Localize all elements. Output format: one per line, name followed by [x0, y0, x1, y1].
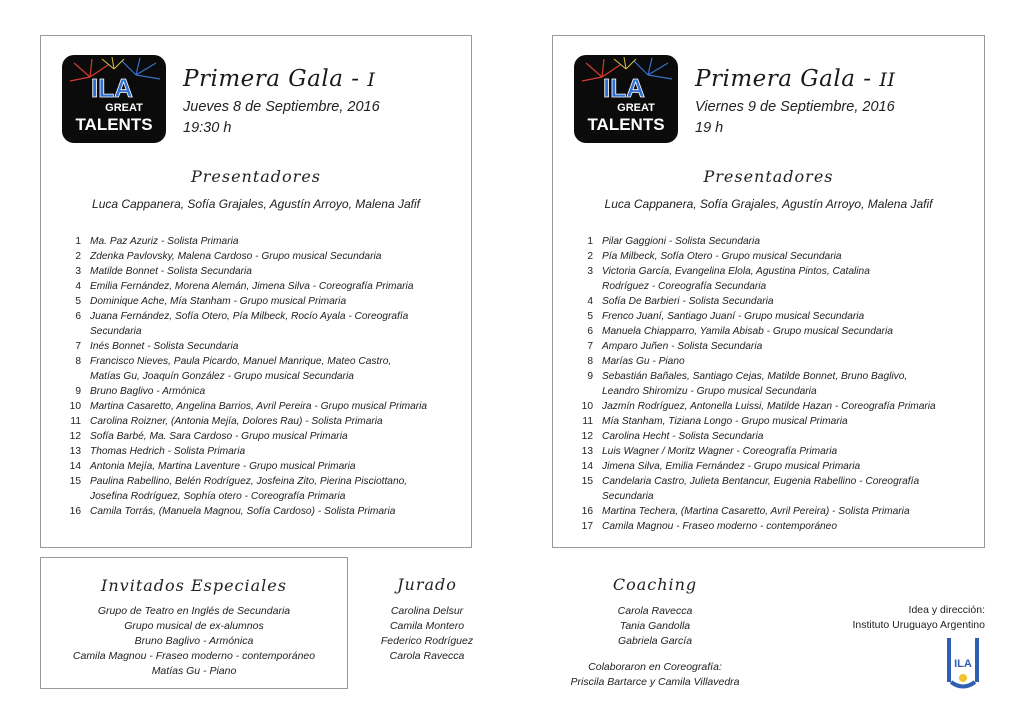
fireworks-icon [62, 55, 166, 143]
list-item [63, 309, 463, 324]
list-item [575, 249, 975, 264]
act-description: Candelaria Castro, Julieta Bentancur, Eugenia Rabellino - Coreografía [602, 476, 920, 487]
act-description: Inés Bonnet - Solista Secundaria [90, 341, 239, 352]
jury-section [372, 575, 482, 664]
act-number: 17 [581, 521, 593, 532]
list-item [575, 234, 975, 249]
institute-logo-icon [946, 637, 980, 689]
special-guests-list [41, 604, 347, 679]
direction-credit [820, 603, 985, 633]
act-number: 6 [75, 311, 81, 322]
act-description: Carolina Roizner, (Antonia Mejía, Dolores Rau) - Solista Primaria [90, 416, 383, 427]
act-number: 14 [69, 461, 81, 472]
list-item [575, 399, 975, 414]
list-item: Bruno Baglivo - Armónica [134, 635, 254, 647]
list-item [63, 414, 463, 429]
act-description: Ma. Paz Azuriz - Solista Primaria [90, 236, 239, 247]
list-item [63, 504, 463, 519]
list-item [575, 354, 975, 369]
presenters-heading: Presentadores [190, 167, 322, 186]
act-number: 5 [75, 296, 81, 307]
presenters-names: Luca Cappanera, Sofía Grajales, Agustín Arroyo, Malena Jafif [92, 197, 420, 211]
act-number: 5 [587, 311, 593, 322]
gala-date: Jueves 8 de Septiembre, 2016 [183, 99, 380, 115]
act-description: Mía Stanham, Tiziana Longo - Grupo musical Primaria [602, 416, 848, 427]
act-description: Sebastián Bañales, Santiago Cejas, Matilde Bonnet, Bruno Baglivo, [602, 371, 908, 382]
list-item [63, 294, 463, 309]
list-item: Federico Rodríguez [380, 635, 474, 647]
act-description: Pía Milbeck, Sofía Otero - Grupo musical Secundaria [602, 251, 842, 262]
list-item [575, 309, 975, 324]
acts-list [575, 234, 975, 534]
act-description: Frenco Juaní, Santiago Juaní - Grupo musical Secundaria [602, 311, 865, 322]
act-number: 7 [587, 341, 593, 352]
svg-text:ILA: ILA [91, 73, 133, 103]
act-description: Sofía De Barbieri - Solista Secundaria [602, 296, 774, 307]
act-description: Camila Torrás, (Manuela Magnou, Sofía Cardoso) - Solista Primaria [90, 506, 396, 517]
act-number: 7 [75, 341, 81, 352]
act-number: 1 [587, 236, 593, 247]
act-description: Pilar Gaggioni - Solista Secundaria [602, 236, 760, 247]
act-description: Victoria García, Evangelina Elola, Agustina Pintos, Catalina [602, 266, 870, 277]
list-item [63, 369, 463, 384]
act-number [575, 279, 593, 294]
act-description: Bruno Baglivo - Armónica [90, 386, 206, 397]
list-item [575, 504, 975, 519]
list-item [575, 459, 975, 474]
gala-panel-2 [552, 35, 985, 548]
list-item [575, 489, 975, 504]
list-item: Grupo de Teatro en Inglés de Secundaria [97, 605, 291, 617]
acts-list [63, 234, 463, 519]
act-description: Leandro Shiromizu - Grupo musical Secundaria [602, 386, 817, 397]
act-number: 1 [75, 236, 81, 247]
coaching-section [560, 575, 750, 649]
collaborators-names: Priscila Bartarce y Camila Villavedra [570, 676, 740, 688]
list-item: Carolina Delsur [390, 605, 464, 617]
act-number: 8 [587, 356, 593, 367]
act-number: 3 [587, 266, 593, 277]
gala-time: 19:30 h [183, 120, 232, 136]
svg-text:ILA: ILA [954, 658, 972, 670]
act-number: 14 [581, 461, 593, 472]
act-number: 16 [581, 506, 593, 517]
choreography-collaborators [540, 660, 770, 690]
act-number: 2 [587, 251, 593, 262]
act-description: Thomas Hedrich - Solista Primaria [90, 446, 246, 457]
act-number: 3 [75, 266, 81, 277]
act-description: Camila Magnou - Fraseo moderno - contemporáneo [602, 521, 837, 532]
list-item [575, 444, 975, 459]
act-description: Martina Techera, (Martina Casaretto, Avril Pereira) - Solista Primaria [602, 506, 910, 517]
collaborators-label: Colaboraron en Coreografía: [588, 661, 722, 673]
list-item: Gabriela García [617, 635, 693, 647]
act-number: 2 [75, 251, 81, 262]
gala-panel-1 [40, 35, 472, 548]
list-item: Camila Magnou - Fraseo moderno - contemporáneo [72, 650, 316, 662]
list-item [575, 519, 975, 534]
act-number: 15 [69, 476, 81, 487]
act-number: 11 [70, 416, 81, 427]
act-number: 15 [581, 476, 593, 487]
act-number: 11 [582, 416, 593, 427]
list-item [575, 264, 975, 279]
list-item [575, 474, 975, 489]
special-guests-heading: Invitados Especiales [101, 576, 287, 595]
act-description: Emilia Fernández, Morena Alemán, Jimena Silva - Coreografía Primaria [90, 281, 414, 292]
list-item [63, 339, 463, 354]
svg-text:TALENTS: TALENTS [75, 115, 153, 134]
act-number: 12 [69, 431, 81, 442]
act-description: Sofía Barbé, Ma. Sara Cardoso - Grupo musical Primaria [90, 431, 348, 442]
list-item: Carola Ravecca [617, 605, 693, 617]
act-description: Secundaria [90, 326, 142, 337]
jury-heading: Jurado [397, 575, 457, 594]
act-description: Luis Wagner / Moritz Wagner - Coreografía Primaria [602, 446, 838, 457]
direction-label: Idea y dirección: [908, 604, 985, 616]
act-number: 13 [69, 446, 81, 457]
act-description: Josefina Rodríguez, Sophía otero - Coreografía Primaria [90, 491, 346, 502]
great-talents-logo [574, 55, 678, 143]
list-item [63, 444, 463, 459]
list-item [63, 234, 463, 249]
act-number: 12 [581, 431, 593, 442]
fireworks-icon [574, 55, 678, 143]
act-number [575, 384, 593, 399]
gala-date: Viernes 9 de Septiembre, 2016 [695, 99, 895, 115]
list-item [63, 474, 463, 489]
list-item [63, 459, 463, 474]
list-item: Grupo musical de ex-alumnos [124, 620, 264, 632]
act-description: Amparo Juñen - Solista Secundaria [602, 341, 763, 352]
list-item [575, 294, 975, 309]
list-item [575, 429, 975, 444]
act-description: Matías Gu, Joaquín González - Grupo musical Secundaria [90, 371, 354, 382]
act-description: Rodríguez - Coreografía Secundaria [602, 281, 767, 292]
list-item [63, 264, 463, 279]
list-item [575, 279, 975, 294]
list-item: Carola Ravecca [389, 650, 465, 662]
great-talents-logo [62, 55, 166, 143]
list-item [63, 324, 463, 339]
act-description: Martina Casaretto, Angelina Barrios, Avril Pereira - Grupo musical Primaria [90, 401, 428, 412]
act-description: Dominique Ache, Mía Stanham - Grupo musical Primaria [90, 296, 347, 307]
svg-text:ILA: ILA [603, 73, 645, 103]
act-number: 4 [75, 281, 81, 292]
act-description: Manuela Chiapparro, Yamila Abisab - Grupo musical Secundaria [602, 326, 893, 337]
list-item: Camila Montero [389, 620, 465, 632]
list-item [63, 429, 463, 444]
list-item [575, 339, 975, 354]
special-guests-panel [40, 557, 348, 689]
gala-title: Primera Gala - I [183, 66, 376, 92]
list-item [575, 414, 975, 429]
coaching-heading: Coaching [612, 575, 698, 594]
act-number: 9 [75, 386, 81, 397]
act-description: Francisco Nieves, Paula Picardo, Manuel Manrique, Mateo Castro, [90, 356, 392, 367]
act-description: Jazmín Rodríguez, Antonella Luissi, Matilde Hazan - Coreografía Primaria [602, 401, 936, 412]
svg-text:GREAT: GREAT [617, 102, 655, 114]
act-description: Matilde Bonnet - Solista Secundaria [90, 266, 252, 277]
presenters-names: Luca Cappanera, Sofía Grajales, Agustín Arroyo, Malena Jafif [604, 197, 933, 211]
list-item: Tania Gandolla [619, 620, 691, 632]
act-number: 10 [69, 401, 81, 412]
act-number: 13 [581, 446, 593, 457]
list-item: Matías Gu - Piano [151, 665, 237, 677]
list-item [575, 384, 975, 399]
act-number: 16 [69, 506, 81, 517]
list-item [63, 354, 463, 369]
list-item [63, 249, 463, 264]
svg-text:GREAT: GREAT [105, 102, 143, 114]
act-number: 8 [75, 356, 81, 367]
gala-time: 19 h [695, 120, 724, 136]
institute-name: Instituto Uruguayo Argentino [852, 619, 985, 631]
act-number [63, 324, 81, 339]
act-description: Paulina Rabellino, Belén Rodríguez, Josfeina Zito, Pierina Pisciottano, [90, 476, 408, 487]
gala-title: Primera Gala - II [695, 66, 896, 92]
act-description: Marías Gu - Piano [602, 356, 685, 367]
list-item [575, 369, 975, 384]
act-description: Secundaria [602, 491, 654, 502]
act-number: 9 [587, 371, 593, 382]
act-description: Jimena Silva, Emilia Fernández - Grupo musical Primaria [602, 461, 861, 472]
svg-text:TALENTS: TALENTS [587, 115, 665, 134]
list-item [63, 384, 463, 399]
act-description: Antonia Mejía, Martina Laventure - Grupo musical Primaria [90, 461, 356, 472]
act-number: 10 [581, 401, 593, 412]
act-number: 4 [587, 296, 593, 307]
list-item [63, 489, 463, 504]
list-item [575, 324, 975, 339]
act-number [575, 489, 593, 504]
act-number [63, 489, 81, 504]
act-number [63, 369, 81, 384]
act-number: 6 [587, 326, 593, 337]
act-description: Carolina Hecht - Solista Secundaria [602, 431, 764, 442]
list-item [63, 399, 463, 414]
presenters-heading: Presentadores [703, 167, 834, 186]
act-description: Juana Fernández, Sofía Otero, Pía Milbeck, Rocío Ayala - Coreografía [90, 311, 409, 322]
list-item [63, 279, 463, 294]
act-description: Zdenka Pavlovsky, Malena Cardoso - Grupo musical Secundaria [90, 251, 382, 262]
